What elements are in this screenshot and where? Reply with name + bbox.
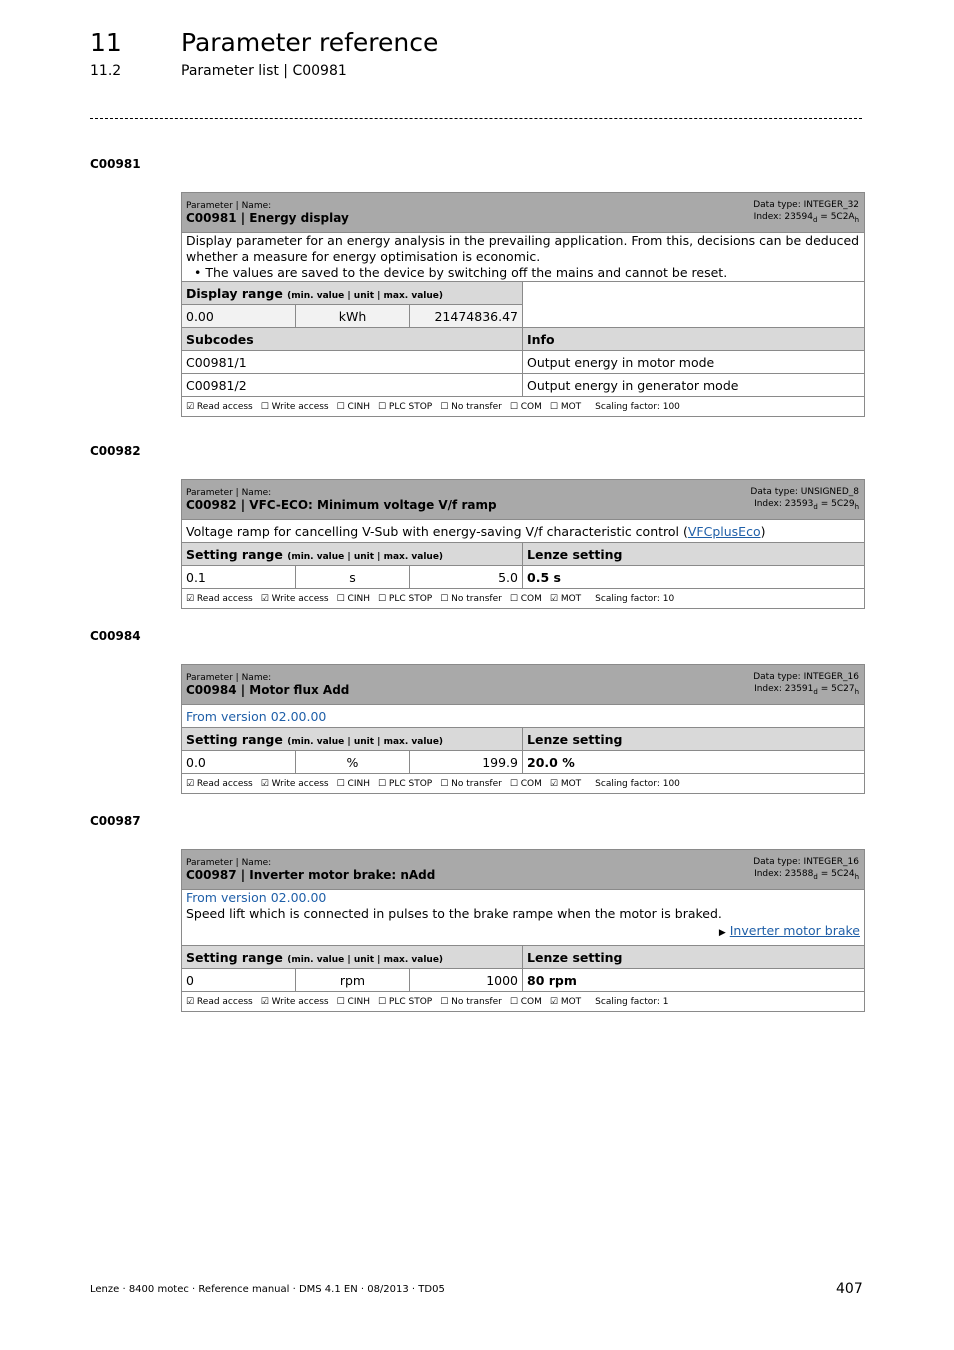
param-header (182, 193, 865, 233)
param-index: Index: $23591_d = 5C27_h$ (754, 684, 860, 696)
range-unit: rpm (296, 969, 410, 992)
empty-cell (523, 282, 865, 328)
param-name-label: Parameter | Name: (186, 200, 272, 211)
scaling-factor: Scaling factor: 100 (595, 778, 680, 789)
link-row (186, 923, 860, 941)
section-label-c00984: C00984 (90, 629, 141, 643)
param-description: Voltage ramp for cancelling V-Sub with energy-saving V/f characteristic control (VFCplusEco) (182, 520, 865, 543)
dashed-divider (90, 118, 862, 119)
param-table-c00987 (181, 849, 865, 1012)
range-max: 21474836.47 (410, 305, 523, 328)
access-flags: ☑ Read access ☑ Write access ☐ CINH ☐ PLC STOP ☐ No transfer ☐ COM ☑ MOT Scaling factor: 100 (182, 774, 865, 794)
param-table-c00982 (181, 479, 865, 609)
range-header: Setting range (min. value | unit | max. value) (182, 728, 523, 751)
param-name: C00987 | Inverter motor brake: nAdd (186, 867, 436, 882)
data-type: Data type: UNSIGNED_8 (750, 487, 859, 497)
param-index: Index: $23588_d = 5C24_h$ (754, 869, 859, 881)
scaling-factor: Scaling factor: 1 (595, 996, 669, 1007)
range-header: Setting range (min. value | unit | max. value) (182, 946, 523, 969)
data-type: Data type: INTEGER_16 (753, 857, 859, 867)
range-min: 0.0 (182, 751, 296, 774)
param-name-label: Parameter | Name: (186, 857, 272, 868)
footer-doc-info: Lenze · 8400 motec · Reference manual · DMS 4.1 EN · 08/2013 · TD05 (90, 1284, 445, 1295)
access-flags: ☑ Read access ☑ Write access ☐ CINH ☐ PLC STOP ☐ No transfer ☐ COM ☑ MOT Scaling factor: 10 (182, 589, 865, 609)
range-unit: s (296, 566, 410, 589)
lenze-setting-header: Lenze setting (523, 728, 865, 751)
access-flags: ☑ Read access ☐ Write access ☐ CINH ☐ PLC STOP ☐ No transfer ☐ COM ☐ MOT Scaling factor: 100 (182, 397, 865, 417)
range-max: 5.0 (410, 566, 523, 589)
lenze-setting-value: 80 rpm (523, 969, 865, 992)
section-label-c00987: C00987 (90, 814, 141, 828)
range-unit: kWh (296, 305, 410, 328)
data-type-info (753, 199, 859, 226)
section-label-c00982: C00982 (90, 444, 141, 458)
param-header (182, 665, 865, 705)
subcodes-header: Subcodes (182, 328, 523, 351)
data-type-info (750, 486, 859, 513)
param-table-c00981 (181, 192, 865, 417)
param-table-c00984 (181, 664, 865, 794)
scaling-factor: Scaling factor: 100 (595, 401, 680, 412)
data-type: Data type: INTEGER_16 (753, 672, 860, 682)
chapter-title: Parameter reference (181, 28, 439, 57)
range-max: 1000 (410, 969, 523, 992)
range-unit: % (296, 751, 410, 774)
data-type-info (753, 671, 859, 698)
subcode-row (182, 351, 865, 374)
chapter-number: 11 (90, 28, 122, 57)
lenze-setting-value: 20.0 % (523, 751, 865, 774)
subcode-code: C00981/1 (182, 351, 523, 374)
param-index: Index: $23593_d = 5C29_h$ (754, 499, 859, 511)
param-description: Display parameter for an energy analysis in the prevailing application. From this, decisions can be deduced whether a measure for energy optimisation is economic. • The values are saved to the device by switching off the mains and cannot be reset. (182, 233, 865, 282)
subcode-info: Output energy in motor mode (523, 351, 865, 374)
lenze-setting-header: Lenze setting (523, 543, 865, 566)
inverter-motor-brake-link[interactable]: Inverter motor brake (729, 923, 860, 938)
bullet-note: • The values are saved to the device by switching off the mains and cannot be reset. (194, 265, 728, 280)
range-header: Setting range (min. value | unit | max. value) (182, 543, 523, 566)
lenze-setting-value: 0.5 s (523, 566, 865, 589)
section-number: 11.2 (90, 63, 122, 79)
range-min: 0 (182, 969, 296, 992)
range-header: Display range (min. value | unit | max. value) (182, 282, 523, 305)
subcode-info: Output energy in generator mode (523, 374, 865, 397)
range-max: 199.9 (410, 751, 523, 774)
section-title: Parameter list | C00981 (181, 63, 347, 79)
param-name-label: Parameter | Name: (186, 487, 272, 498)
info-header: Info (523, 328, 865, 351)
vfcpluseco-link[interactable]: VFCplusEco (687, 523, 761, 539)
data-type: Data type: INTEGER_32 (753, 200, 860, 210)
param-description: From version 02.00.00 Speed lift which is connected in pulses to the brake rampe when the motor is braked. ▶ Inverter motor brake (182, 890, 865, 946)
subcode-row (182, 374, 865, 397)
subcode-code: C00981/2 (182, 374, 523, 397)
data-type-info (753, 856, 859, 883)
version-note: From version 02.00.00 (186, 890, 327, 905)
arrow-right-icon: ▶ (718, 928, 726, 938)
param-name: C00984 | Motor flux Add (186, 682, 350, 697)
param-name-label: Parameter | Name: (186, 672, 272, 683)
range-min: 0.00 (182, 305, 296, 328)
param-index: Index: $23594_d = 5C2A_h$ (753, 212, 860, 224)
range-min: 0.1 (182, 566, 296, 589)
param-header (182, 850, 865, 890)
param-header (182, 480, 865, 520)
section-label-c00981: C00981 (90, 157, 141, 171)
lenze-setting-header: Lenze setting (523, 946, 865, 969)
access-flags: ☑ Read access ☑ Write access ☐ CINH ☐ PLC STOP ☐ No transfer ☐ COM ☑ MOT Scaling factor: 1 (182, 992, 865, 1012)
scaling-factor: Scaling factor: 10 (595, 593, 675, 604)
version-note: From version 02.00.00 (182, 705, 865, 728)
param-name: C00982 | VFC-ECO: Minimum voltage V/f ramp (186, 497, 497, 512)
page-number: 407 (836, 1281, 863, 1297)
param-name: C00981 | Energy display (186, 210, 349, 225)
